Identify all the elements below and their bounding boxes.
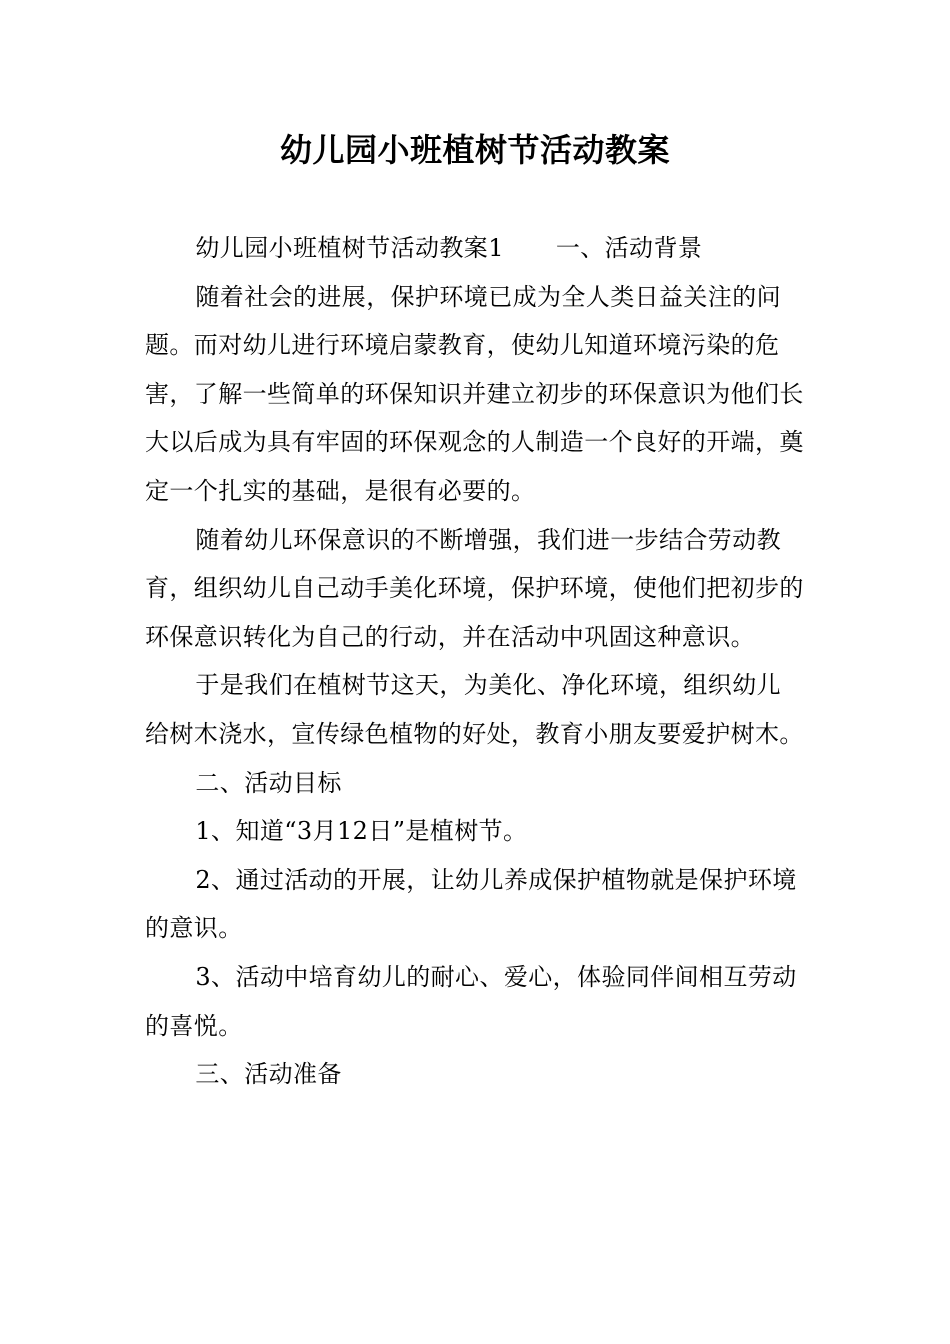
goal-item-3: 3、活动中培育幼儿的耐心、爱心，体验同伴间相互劳动的喜悦。 bbox=[145, 962, 797, 1040]
paragraph-2: 随着幼儿环保意识的不断增强，我们进一步结合劳动教育，组织幼儿自己动手美化环境，保护环境，使他们把初步的环保意识转化为自己的行动，并在活动中巩固这种意识。 bbox=[145, 525, 804, 651]
paragraph-3: 于是我们在植树节这天，为美化、净化环境，组织幼儿给树木浇水，宣传绿色植物的好处，教育小朋友要爱护树木。 bbox=[145, 671, 804, 748]
goal-item-2: 2、通过活动的开展，让幼儿养成保护植物就是保护环境的意识。 bbox=[145, 865, 797, 943]
section-heading-preparation: 三、活动准备 bbox=[195, 1060, 342, 1089]
intro-heading: 幼儿园小班植树节活动教案1 bbox=[195, 234, 504, 262]
paragraph-1: 随着社会的进展，保护环境已成为全人类日益关注的问题。而对幼儿进行环境启蒙教育，使幼儿知道环境污染的危害，了解一些简单的环保知识并建立初步的环保意识为他们长大以后成为具有牢固的环保观念的人制造一个良好的开端，奠定一个扎实的基础，是很有必要的。 bbox=[145, 282, 804, 505]
section-heading-goals: 二、活动目标 bbox=[195, 768, 342, 797]
intro-line bbox=[145, 224, 805, 273]
goal-item-1: 1、知道“3月12日”是植树节。 bbox=[195, 817, 528, 846]
document-title: 幼儿园小班植树节活动教案 bbox=[279, 131, 670, 169]
section-heading-background: 一、活动背景 bbox=[555, 234, 703, 262]
document-body bbox=[145, 224, 805, 1099]
